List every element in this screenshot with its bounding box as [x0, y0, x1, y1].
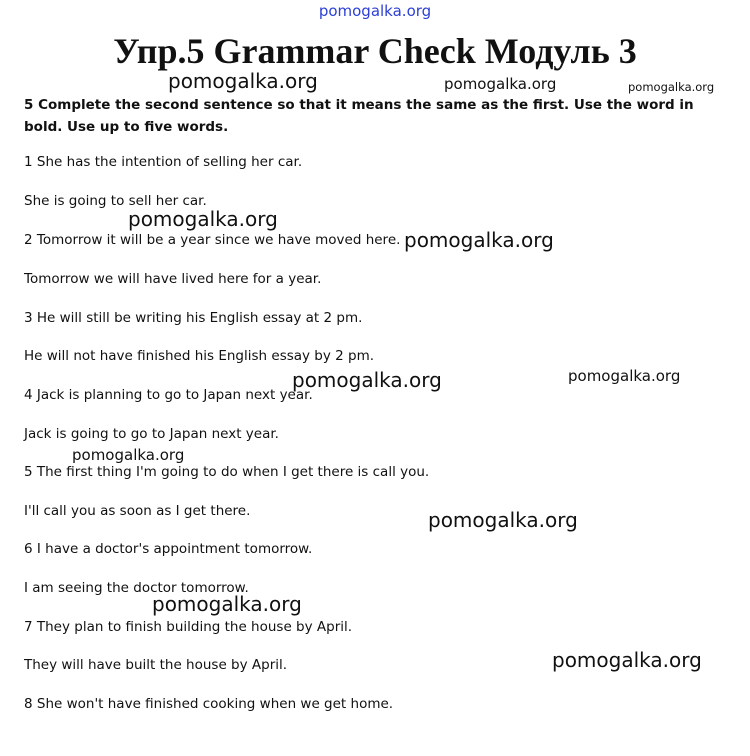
- item-4-original: 4 Jack is planning to go to Japan next year.: [24, 387, 313, 403]
- item-3-original: 3 He will still be writing his English essay at 2 pm.: [24, 310, 363, 326]
- item-5-answer: I'll call you as soon as I get there.: [24, 503, 251, 519]
- watermark: pomogalka.org: [444, 75, 557, 93]
- exercise-instruction: 5 Complete the second sentence so that it means the same as the first. Use the word in bold. Use up to five words.: [24, 97, 694, 135]
- item-6-original: 6 I have a doctor's appointment tomorrow.: [24, 541, 313, 557]
- item-6-answer: I am seeing the doctor tomorrow.: [24, 580, 249, 596]
- watermark: pomogalka.org: [552, 648, 702, 672]
- item-5-original: 5 The first thing I'm going to do when I get there is call you.: [24, 464, 430, 480]
- watermark: pomogalka.org: [428, 508, 578, 532]
- item-1-original: 1 She has the intention of selling her car.: [24, 154, 303, 170]
- item-7-answer: They will have built the house by April.: [24, 657, 288, 673]
- watermark: pomogalka.org: [292, 368, 442, 392]
- item-1-answer: She is going to sell her car.: [24, 193, 207, 209]
- watermark: pomogalka.org: [628, 80, 715, 94]
- watermark: pomogalka.org: [404, 228, 554, 252]
- item-3-answer: He will not have finished his English essay by 2 pm.: [24, 348, 375, 364]
- watermark: pomogalka.org: [72, 446, 185, 464]
- site-link[interactable]: pomogalka.org: [318, 2, 432, 20]
- watermark: pomogalka.org: [128, 207, 278, 231]
- item-2-original: 2 Tomorrow it will be a year since we have moved here.: [24, 232, 401, 248]
- watermark: pomogalka.org: [568, 367, 681, 385]
- page-title: Упр.5 Grammar Check Модуль 3: [113, 31, 637, 71]
- item-2-answer: Tomorrow we will have lived here for a year.: [24, 271, 322, 287]
- item-4-answer: Jack is going to go to Japan next year.: [24, 426, 279, 442]
- watermark: pomogalka.org: [168, 69, 318, 93]
- item-7-original: 7 They plan to finish building the house by April.: [24, 619, 353, 635]
- item-8-original: 8 She won't have finished cooking when we get home.: [24, 696, 394, 712]
- watermark: pomogalka.org: [152, 592, 302, 616]
